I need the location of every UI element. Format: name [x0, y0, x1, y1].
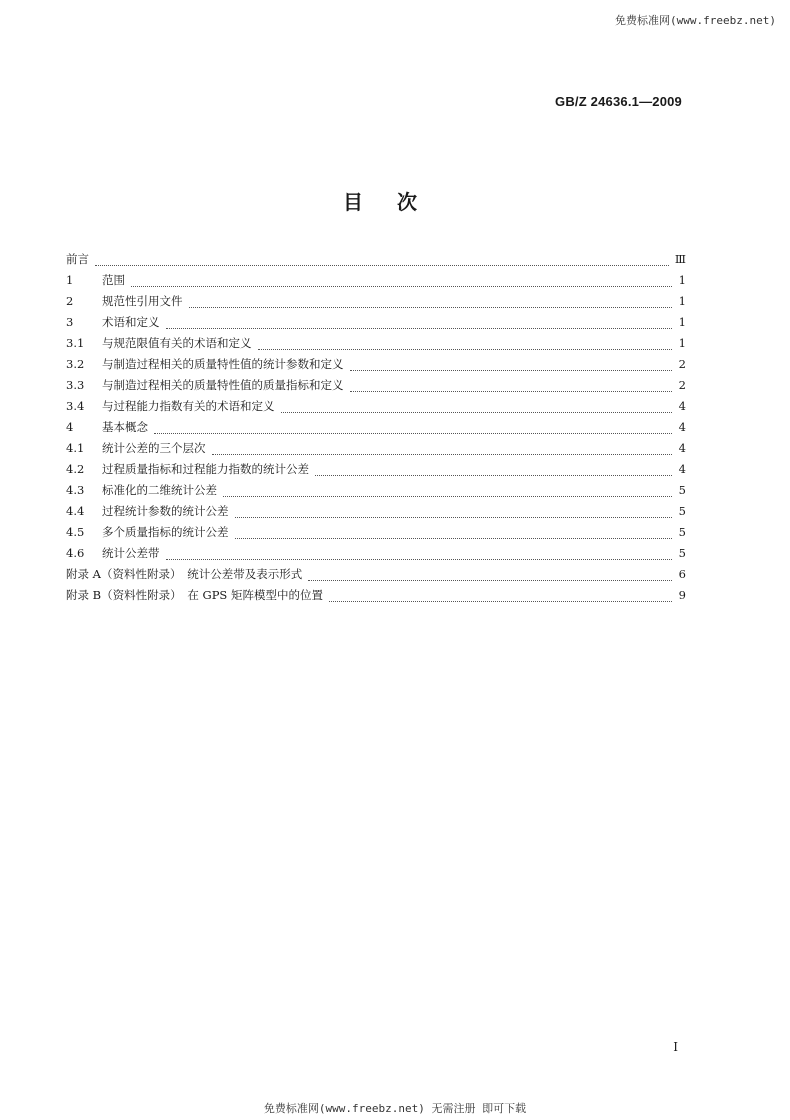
toc-page: 4 — [678, 462, 686, 476]
toc-row[interactable] — [66, 356, 686, 377]
toc-leader-dots — [154, 433, 672, 434]
toc-row[interactable] — [66, 545, 686, 566]
toc-title: 统计公差的三个层次 — [102, 441, 206, 455]
toc-number: 3.4 — [66, 399, 85, 413]
toc-number: 1 — [66, 273, 74, 287]
toc-row[interactable] — [66, 335, 686, 356]
toc-leader-dots — [258, 349, 673, 350]
toc-number: 3.1 — [66, 336, 85, 350]
toc-leader-dots — [235, 538, 673, 539]
toc-page: 6 — [678, 567, 686, 581]
toc-title: 与制造过程相关的质量特性值的质量指标和定义 — [102, 378, 344, 392]
toc-leader-dots — [212, 454, 673, 455]
toc-title: 术语和定义 — [102, 315, 160, 329]
toc-title: 基本概念 — [102, 420, 148, 434]
toc-leader-dots — [166, 328, 673, 329]
toc-page: 2 — [678, 378, 686, 392]
toc-page: 4 — [678, 441, 686, 455]
toc-leader-dots — [223, 496, 672, 497]
toc-row[interactable] — [66, 251, 686, 272]
toc-leader-dots — [131, 286, 672, 287]
toc-page: 4 — [678, 420, 686, 434]
toc-page: 1 — [678, 273, 686, 287]
standard-code: GB/Z 24636.1—2009 — [555, 94, 682, 109]
toc-row[interactable] — [66, 482, 686, 503]
toc-page: 4 — [678, 399, 686, 413]
toc-number: 2 — [66, 294, 74, 308]
toc-row[interactable] — [66, 272, 686, 293]
toc-number: 4.4 — [66, 504, 85, 518]
toc-number: 4.5 — [66, 525, 85, 539]
toc-row[interactable] — [66, 440, 686, 461]
toc-row[interactable] — [66, 461, 686, 482]
toc-title: 标准化的二维统计公差 — [102, 483, 217, 497]
toc-page: 1 — [678, 294, 686, 308]
toc-number: 4 — [66, 420, 74, 434]
toc-row[interactable] — [66, 293, 686, 314]
toc-number: 4.6 — [66, 546, 85, 560]
toc-title: 范围 — [102, 273, 125, 287]
toc-number: 4.1 — [66, 441, 85, 455]
toc-title: 与规范限值有关的术语和定义 — [102, 336, 252, 350]
page-title: 目次 — [343, 190, 451, 214]
toc-leader-dots — [329, 601, 672, 602]
toc-row[interactable] — [66, 524, 686, 545]
toc-leader-dots — [315, 475, 672, 476]
toc-number: 4.3 — [66, 483, 85, 497]
toc-number: 3 — [66, 315, 74, 329]
toc-page: Ⅲ — [674, 252, 686, 266]
toc-title: 过程质量指标和过程能力指数的统计公差 — [102, 462, 309, 476]
toc-row[interactable] — [66, 587, 686, 608]
toc-row[interactable] — [66, 314, 686, 335]
toc-leader-dots — [350, 370, 673, 371]
toc-number: 3.2 — [66, 357, 85, 371]
toc-leader-dots — [95, 265, 669, 266]
toc-row[interactable] — [66, 398, 686, 419]
toc-leader-dots — [166, 559, 673, 560]
toc-title: 附录 B（资料性附录） 在 GPS 矩阵模型中的位置 — [66, 588, 323, 602]
toc-page: 5 — [678, 504, 686, 518]
toc-title: 统计公差带 — [102, 546, 160, 560]
toc-leader-dots — [308, 580, 672, 581]
toc-page: 1 — [678, 336, 686, 350]
toc-leader-dots — [350, 391, 673, 392]
table-of-contents — [66, 251, 686, 608]
toc-number: 3.3 — [66, 378, 85, 392]
toc-title: 多个质量指标的统计公差 — [102, 525, 229, 539]
watermark-bottom: 免费标准网(www.freebz.net) 无需注册 即可下载 — [263, 1102, 527, 1115]
toc-leader-dots — [189, 307, 673, 308]
toc-title: 过程统计参数的统计公差 — [102, 504, 229, 518]
page-number: I — [673, 1040, 678, 1054]
toc-leader-dots — [235, 517, 673, 518]
toc-title: 规范性引用文件 — [102, 294, 183, 308]
toc-title: 与过程能力指数有关的术语和定义 — [102, 399, 275, 413]
toc-row[interactable] — [66, 503, 686, 524]
toc-page: 5 — [678, 483, 686, 497]
toc-page: 9 — [678, 588, 686, 602]
toc-number: 4.2 — [66, 462, 85, 476]
watermark-top: 免费标准网(www.freebz.net) — [615, 14, 776, 27]
toc-leader-dots — [281, 412, 673, 413]
toc-title: 与制造过程相关的质量特性值的统计参数和定义 — [102, 357, 344, 371]
toc-row[interactable] — [66, 419, 686, 440]
toc-row[interactable] — [66, 566, 686, 587]
toc-title: 前言 — [66, 252, 89, 266]
toc-page: 1 — [678, 315, 686, 329]
toc-page: 2 — [678, 357, 686, 371]
toc-row[interactable] — [66, 377, 686, 398]
toc-title: 附录 A（资料性附录） 统计公差带及表示形式 — [66, 567, 303, 581]
toc-page: 5 — [678, 546, 686, 560]
toc-page: 5 — [678, 525, 686, 539]
